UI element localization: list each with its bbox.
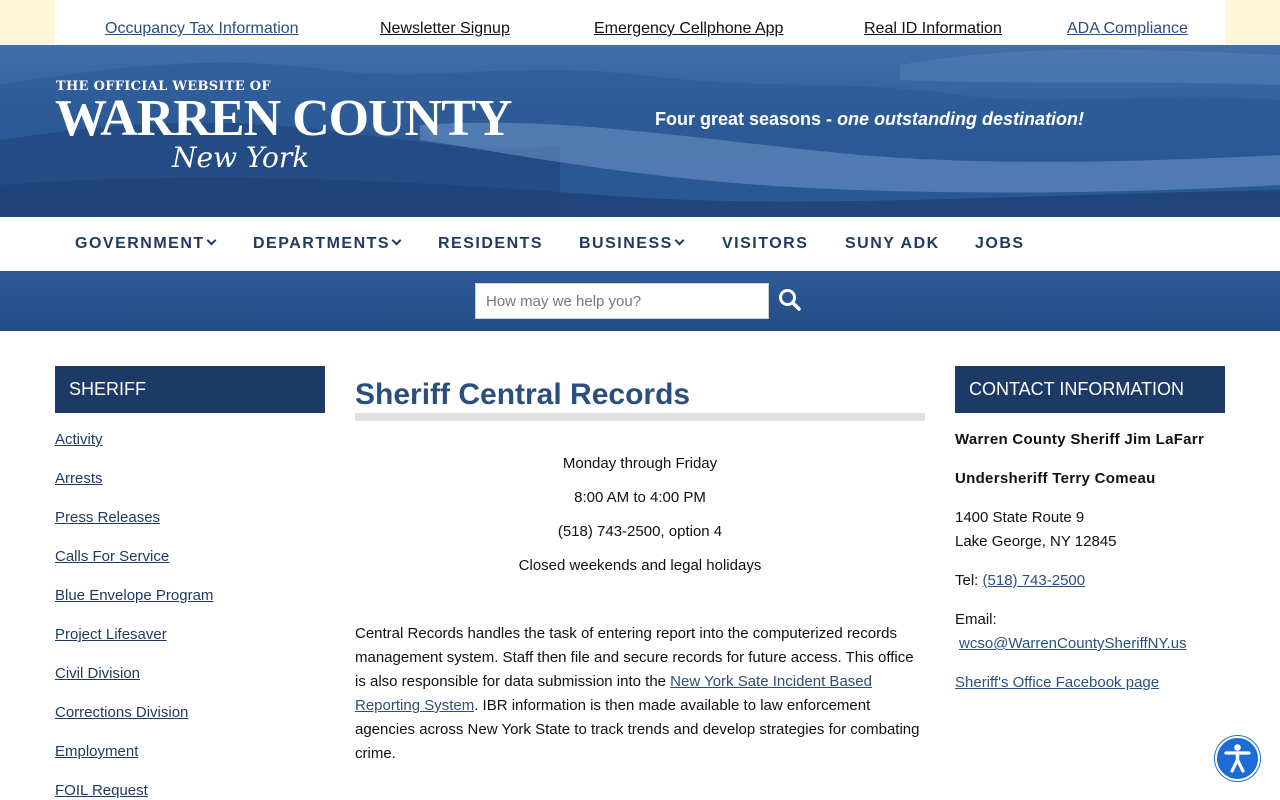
email-link[interactable]: wcso@WarrenCountySheriffNY.us [959, 635, 1187, 652]
nav-jobs[interactable] [975, 235, 1025, 253]
emergency-app-link[interactable]: Emergency Cellphone App [594, 20, 784, 37]
phone-label: Tel: [955, 572, 983, 589]
nav-business-label: BUSINESS [579, 235, 673, 252]
nav-government[interactable] [75, 235, 215, 253]
hours-phone: (518) 743-2500, option 4 [557, 523, 723, 540]
description-text-2: . IBR information is then made available to law enforcement agencies across New York State to track trends and develop strategies for combating crime. [355, 697, 920, 762]
occupancy-tax-link[interactable]: Occupancy Tax Information [105, 20, 299, 37]
nav-residents[interactable] [438, 235, 543, 253]
chevron-down-icon [206, 236, 216, 246]
sidebar-item-press-releases[interactable]: Press Releases [55, 509, 161, 526]
accessibility-button[interactable] [1215, 736, 1260, 781]
contact-phone [955, 572, 1085, 589]
contact-undersheriff: Undersheriff Terry Comeau [955, 470, 1156, 487]
phone-link[interactable]: (518) 743-2500 [982, 572, 1086, 589]
facebook-link[interactable]: Sheriff's Office Facebook page [955, 674, 1160, 691]
ada-compliance-link[interactable]: ADA Compliance [1067, 20, 1188, 37]
sidebar-item-corrections-division[interactable]: Corrections Division [55, 704, 189, 721]
description-text-1: Central Records handles the task of entering report into the computerized records management system. Staff then file and secure records for future access. This office is also responsible for data submission into the [355, 625, 914, 690]
sidebar-item-employment[interactable]: Employment [55, 743, 139, 760]
logo-script: New York [172, 141, 310, 174]
sidebar-item-arrests[interactable]: Arrests [55, 470, 103, 487]
contact-sheriff: Warren County Sheriff Jim LaFarr [955, 431, 1205, 448]
nav-visitors[interactable] [722, 235, 808, 253]
header-banner [0, 45, 1280, 217]
email-label: Email: [955, 611, 997, 628]
search-icon [778, 288, 802, 312]
description-paragraph [355, 622, 927, 766]
sidebar-heading: SHERIFF [55, 366, 325, 413]
hours-times: 8:00 AM to 4:00 PM [574, 489, 706, 506]
nav-departments-label: DEPARTMENTS [253, 235, 391, 252]
tagline-lead: Four great seasons - [655, 109, 838, 129]
nav-suny-adk-label: SUNY ADK [845, 235, 940, 252]
nyibrs-link[interactable]: New York Sate Incident Based Reporting System [355, 673, 872, 714]
sidebar-item-calls-for-service[interactable]: Calls For Service [55, 548, 170, 565]
main-nav [0, 217, 1280, 271]
nav-residents-label: RESIDENTS [438, 235, 544, 252]
contact-address-line1: 1400 State Route 9 [955, 509, 1085, 526]
contact-heading: CONTACT INFORMATION [955, 366, 1225, 413]
chevron-down-icon [392, 236, 402, 246]
search-band [0, 271, 1280, 331]
nav-visitors-label: VISITORS [722, 235, 809, 252]
accessibility-icon [1217, 738, 1258, 779]
nav-departments[interactable] [253, 235, 400, 253]
nav-business[interactable] [579, 235, 683, 253]
chevron-down-icon [674, 236, 684, 246]
logo-subtitle: THE OFFICIAL WEBSITE OF [56, 79, 271, 94]
search-input[interactable] [475, 283, 769, 319]
hours-days: Monday through Friday [562, 455, 718, 472]
title-divider [355, 413, 925, 421]
hours-closed: Closed weekends and legal holidays [518, 557, 762, 574]
logo-title[interactable]: WARREN COUNTY [55, 90, 512, 147]
search-button[interactable] [778, 288, 802, 312]
sidebar-item-activity[interactable]: Activity [55, 431, 103, 448]
nav-government-label: GOVERNMENT [75, 235, 205, 252]
tagline-emphasis: one outstanding destination! [837, 109, 1085, 129]
utility-bar [0, 0, 1280, 45]
sidebar-item-project-lifesaver[interactable]: Project Lifesaver [55, 626, 167, 643]
nav-suny-adk[interactable] [845, 235, 940, 253]
newsletter-signup-link[interactable]: Newsletter Signup [380, 20, 510, 37]
tagline [655, 109, 1084, 130]
real-id-link[interactable]: Real ID Information [864, 20, 1002, 37]
sidebar-item-foil-request[interactable]: FOIL Request [55, 782, 148, 799]
page-title: Sheriff Central Records [355, 378, 691, 411]
nav-jobs-label: JOBS [975, 235, 1025, 252]
sidebar-item-blue-envelope[interactable]: Blue Envelope Program [55, 587, 214, 604]
contact-address-line2: Lake George, NY 12845 [955, 533, 1117, 550]
sidebar-item-civil-division[interactable]: Civil Division [55, 665, 141, 682]
